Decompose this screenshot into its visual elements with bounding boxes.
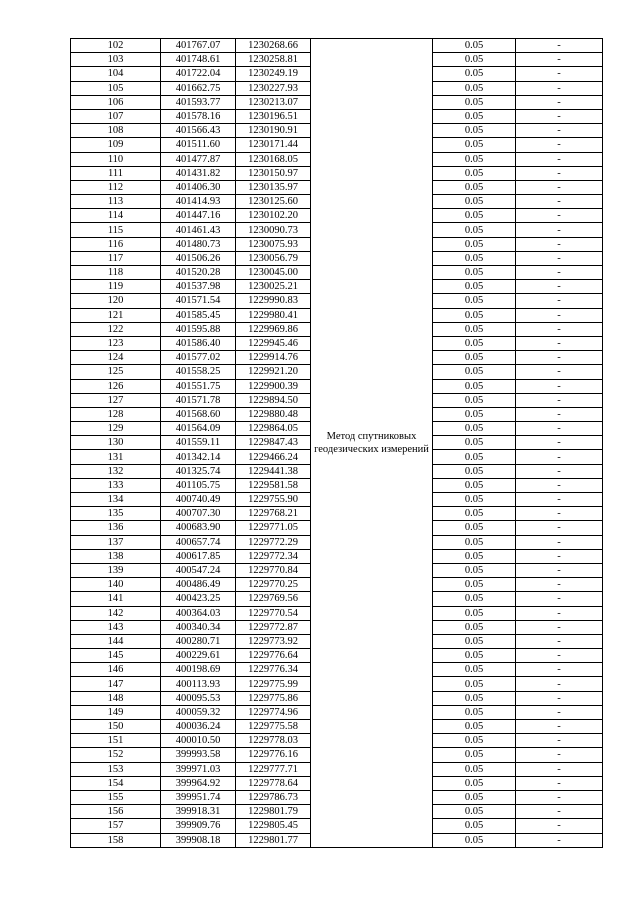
- coordinates-table: [70, 38, 603, 848]
- x-coordinate-cell: 401564.09: [161, 422, 236, 436]
- note-cell: -: [516, 436, 603, 450]
- note-cell: -: [516, 450, 603, 464]
- x-coordinate-cell: 400036.24: [161, 720, 236, 734]
- accuracy-cell: 0.05: [433, 620, 516, 634]
- note-cell: -: [516, 237, 603, 251]
- point-number-cell: 123: [71, 336, 161, 350]
- accuracy-cell: 0.05: [433, 776, 516, 790]
- note-cell: -: [516, 649, 603, 663]
- coordinates-table-body: [71, 39, 603, 848]
- point-number-cell: 158: [71, 833, 161, 847]
- accuracy-cell: 0.05: [433, 521, 516, 535]
- x-coordinate-cell: 400683.90: [161, 521, 236, 535]
- y-coordinate-cell: 1230135.97: [236, 180, 311, 194]
- point-number-cell: 109: [71, 138, 161, 152]
- point-number-cell: 115: [71, 223, 161, 237]
- point-number-cell: 149: [71, 705, 161, 719]
- note-cell: -: [516, 507, 603, 521]
- note-cell: -: [516, 833, 603, 847]
- note-cell: -: [516, 677, 603, 691]
- accuracy-cell: 0.05: [433, 535, 516, 549]
- note-cell: -: [516, 81, 603, 95]
- method-cell: Метод спутниковых геодезических измерений: [311, 39, 433, 848]
- y-coordinate-cell: 1229771.05: [236, 521, 311, 535]
- y-coordinate-cell: 1229770.84: [236, 563, 311, 577]
- y-coordinate-cell: 1229921.20: [236, 365, 311, 379]
- x-coordinate-cell: 400740.49: [161, 493, 236, 507]
- accuracy-cell: 0.05: [433, 266, 516, 280]
- accuracy-cell: 0.05: [433, 294, 516, 308]
- y-coordinate-cell: 1229894.50: [236, 393, 311, 407]
- point-number-cell: 119: [71, 280, 161, 294]
- x-coordinate-cell: 401566.43: [161, 124, 236, 138]
- x-coordinate-cell: 401577.02: [161, 351, 236, 365]
- accuracy-cell: 0.05: [433, 649, 516, 663]
- accuracy-cell: 0.05: [433, 833, 516, 847]
- y-coordinate-cell: 1229990.83: [236, 294, 311, 308]
- y-coordinate-cell: 1229778.64: [236, 776, 311, 790]
- x-coordinate-cell: 401748.61: [161, 53, 236, 67]
- accuracy-cell: 0.05: [433, 450, 516, 464]
- accuracy-cell: 0.05: [433, 365, 516, 379]
- accuracy-cell: 0.05: [433, 634, 516, 648]
- accuracy-cell: 0.05: [433, 95, 516, 109]
- note-cell: -: [516, 407, 603, 421]
- accuracy-cell: 0.05: [433, 251, 516, 265]
- note-cell: -: [516, 521, 603, 535]
- point-number-cell: 128: [71, 407, 161, 421]
- point-number-cell: 154: [71, 776, 161, 790]
- x-coordinate-cell: 399951.74: [161, 790, 236, 804]
- point-number-cell: 152: [71, 748, 161, 762]
- accuracy-cell: 0.05: [433, 124, 516, 138]
- note-cell: -: [516, 705, 603, 719]
- y-coordinate-cell: 1229466.24: [236, 450, 311, 464]
- y-coordinate-cell: 1230227.93: [236, 81, 311, 95]
- y-coordinate-cell: 1230168.05: [236, 152, 311, 166]
- note-cell: -: [516, 663, 603, 677]
- note-cell: -: [516, 805, 603, 819]
- point-number-cell: 156: [71, 805, 161, 819]
- accuracy-cell: 0.05: [433, 308, 516, 322]
- x-coordinate-cell: 401767.07: [161, 39, 236, 53]
- y-coordinate-cell: 1229772.34: [236, 549, 311, 563]
- x-coordinate-cell: 400198.69: [161, 663, 236, 677]
- y-coordinate-cell: 1230268.66: [236, 39, 311, 53]
- x-coordinate-cell: 401431.82: [161, 166, 236, 180]
- accuracy-cell: 0.05: [433, 663, 516, 677]
- accuracy-cell: 0.05: [433, 379, 516, 393]
- y-coordinate-cell: 1229777.71: [236, 762, 311, 776]
- point-number-cell: 155: [71, 790, 161, 804]
- point-number-cell: 148: [71, 691, 161, 705]
- accuracy-cell: 0.05: [433, 705, 516, 719]
- accuracy-cell: 0.05: [433, 436, 516, 450]
- accuracy-cell: 0.05: [433, 237, 516, 251]
- y-coordinate-cell: 1229581.58: [236, 478, 311, 492]
- accuracy-cell: 0.05: [433, 578, 516, 592]
- x-coordinate-cell: 399918.31: [161, 805, 236, 819]
- x-coordinate-cell: 401506.26: [161, 251, 236, 265]
- note-cell: -: [516, 336, 603, 350]
- note-cell: -: [516, 620, 603, 634]
- x-coordinate-cell: 399993.58: [161, 748, 236, 762]
- point-number-cell: 112: [71, 180, 161, 194]
- point-number-cell: 143: [71, 620, 161, 634]
- accuracy-cell: 0.05: [433, 67, 516, 81]
- note-cell: -: [516, 124, 603, 138]
- note-cell: -: [516, 209, 603, 223]
- note-cell: -: [516, 266, 603, 280]
- y-coordinate-cell: 1229776.16: [236, 748, 311, 762]
- y-coordinate-cell: 1229772.87: [236, 620, 311, 634]
- y-coordinate-cell: 1229880.48: [236, 407, 311, 421]
- x-coordinate-cell: 401105.75: [161, 478, 236, 492]
- point-number-cell: 145: [71, 649, 161, 663]
- note-cell: -: [516, 95, 603, 109]
- x-coordinate-cell: 401325.74: [161, 464, 236, 478]
- point-number-cell: 136: [71, 521, 161, 535]
- y-coordinate-cell: 1230025.21: [236, 280, 311, 294]
- point-number-cell: 102: [71, 39, 161, 53]
- accuracy-cell: 0.05: [433, 734, 516, 748]
- point-number-cell: 151: [71, 734, 161, 748]
- note-cell: -: [516, 365, 603, 379]
- point-number-cell: 131: [71, 450, 161, 464]
- point-number-cell: 133: [71, 478, 161, 492]
- y-coordinate-cell: 1229801.79: [236, 805, 311, 819]
- y-coordinate-cell: 1229786.73: [236, 790, 311, 804]
- y-coordinate-cell: 1230125.60: [236, 195, 311, 209]
- note-cell: -: [516, 280, 603, 294]
- point-number-cell: 121: [71, 308, 161, 322]
- point-number-cell: 118: [71, 266, 161, 280]
- x-coordinate-cell: 401571.54: [161, 294, 236, 308]
- x-coordinate-cell: 400486.49: [161, 578, 236, 592]
- accuracy-cell: 0.05: [433, 195, 516, 209]
- note-cell: -: [516, 195, 603, 209]
- point-number-cell: 105: [71, 81, 161, 95]
- note-cell: -: [516, 308, 603, 322]
- note-cell: -: [516, 322, 603, 336]
- x-coordinate-cell: 400059.32: [161, 705, 236, 719]
- point-number-cell: 110: [71, 152, 161, 166]
- point-number-cell: 146: [71, 663, 161, 677]
- accuracy-cell: 0.05: [433, 720, 516, 734]
- y-coordinate-cell: 1229773.92: [236, 634, 311, 648]
- x-coordinate-cell: 399908.18: [161, 833, 236, 847]
- point-number-cell: 138: [71, 549, 161, 563]
- note-cell: -: [516, 734, 603, 748]
- x-coordinate-cell: 400364.03: [161, 606, 236, 620]
- y-coordinate-cell: 1230171.44: [236, 138, 311, 152]
- note-cell: -: [516, 535, 603, 549]
- x-coordinate-cell: 400095.53: [161, 691, 236, 705]
- x-coordinate-cell: 401558.25: [161, 365, 236, 379]
- x-coordinate-cell: 401511.60: [161, 138, 236, 152]
- point-number-cell: 124: [71, 351, 161, 365]
- x-coordinate-cell: 400617.85: [161, 549, 236, 563]
- note-cell: -: [516, 478, 603, 492]
- point-number-cell: 129: [71, 422, 161, 436]
- note-cell: -: [516, 223, 603, 237]
- accuracy-cell: 0.05: [433, 464, 516, 478]
- accuracy-cell: 0.05: [433, 422, 516, 436]
- y-coordinate-cell: 1229778.03: [236, 734, 311, 748]
- accuracy-cell: 0.05: [433, 180, 516, 194]
- accuracy-cell: 0.05: [433, 166, 516, 180]
- point-number-cell: 127: [71, 393, 161, 407]
- accuracy-cell: 0.05: [433, 677, 516, 691]
- note-cell: -: [516, 762, 603, 776]
- y-coordinate-cell: 1229768.21: [236, 507, 311, 521]
- y-coordinate-cell: 1230090.73: [236, 223, 311, 237]
- accuracy-cell: 0.05: [433, 407, 516, 421]
- x-coordinate-cell: 399909.76: [161, 819, 236, 833]
- accuracy-cell: 0.05: [433, 336, 516, 350]
- accuracy-cell: 0.05: [433, 393, 516, 407]
- accuracy-cell: 0.05: [433, 549, 516, 563]
- accuracy-cell: 0.05: [433, 209, 516, 223]
- note-cell: -: [516, 549, 603, 563]
- accuracy-cell: 0.05: [433, 691, 516, 705]
- table-row: [71, 39, 603, 53]
- y-coordinate-cell: 1229914.76: [236, 351, 311, 365]
- point-number-cell: 126: [71, 379, 161, 393]
- note-cell: -: [516, 393, 603, 407]
- accuracy-cell: 0.05: [433, 606, 516, 620]
- y-coordinate-cell: 1229770.25: [236, 578, 311, 592]
- y-coordinate-cell: 1229980.41: [236, 308, 311, 322]
- y-coordinate-cell: 1229776.64: [236, 649, 311, 663]
- note-cell: -: [516, 464, 603, 478]
- x-coordinate-cell: 401342.14: [161, 450, 236, 464]
- accuracy-cell: 0.05: [433, 748, 516, 762]
- note-cell: -: [516, 422, 603, 436]
- x-coordinate-cell: 401586.40: [161, 336, 236, 350]
- note-cell: -: [516, 379, 603, 393]
- point-number-cell: 139: [71, 563, 161, 577]
- note-cell: -: [516, 578, 603, 592]
- y-coordinate-cell: 1229774.96: [236, 705, 311, 719]
- accuracy-cell: 0.05: [433, 223, 516, 237]
- point-number-cell: 125: [71, 365, 161, 379]
- point-number-cell: 153: [71, 762, 161, 776]
- x-coordinate-cell: 401595.88: [161, 322, 236, 336]
- note-cell: -: [516, 166, 603, 180]
- y-coordinate-cell: 1230196.51: [236, 109, 311, 123]
- y-coordinate-cell: 1229805.45: [236, 819, 311, 833]
- accuracy-cell: 0.05: [433, 280, 516, 294]
- note-cell: -: [516, 563, 603, 577]
- x-coordinate-cell: 401461.43: [161, 223, 236, 237]
- note-cell: -: [516, 67, 603, 81]
- point-number-cell: 120: [71, 294, 161, 308]
- x-coordinate-cell: 401585.45: [161, 308, 236, 322]
- accuracy-cell: 0.05: [433, 322, 516, 336]
- note-cell: -: [516, 180, 603, 194]
- accuracy-cell: 0.05: [433, 819, 516, 833]
- point-number-cell: 144: [71, 634, 161, 648]
- note-cell: -: [516, 53, 603, 67]
- accuracy-cell: 0.05: [433, 152, 516, 166]
- note-cell: -: [516, 351, 603, 365]
- x-coordinate-cell: 400657.74: [161, 535, 236, 549]
- y-coordinate-cell: 1229969.86: [236, 322, 311, 336]
- point-number-cell: 113: [71, 195, 161, 209]
- point-number-cell: 106: [71, 95, 161, 109]
- accuracy-cell: 0.05: [433, 790, 516, 804]
- note-cell: -: [516, 691, 603, 705]
- x-coordinate-cell: 401480.73: [161, 237, 236, 251]
- accuracy-cell: 0.05: [433, 592, 516, 606]
- y-coordinate-cell: 1230102.20: [236, 209, 311, 223]
- point-number-cell: 108: [71, 124, 161, 138]
- note-cell: -: [516, 138, 603, 152]
- note-cell: -: [516, 493, 603, 507]
- x-coordinate-cell: 401477.87: [161, 152, 236, 166]
- y-coordinate-cell: 1229900.39: [236, 379, 311, 393]
- y-coordinate-cell: 1229945.46: [236, 336, 311, 350]
- note-cell: -: [516, 776, 603, 790]
- note-cell: -: [516, 152, 603, 166]
- x-coordinate-cell: 401520.28: [161, 266, 236, 280]
- y-coordinate-cell: 1230075.93: [236, 237, 311, 251]
- x-coordinate-cell: 400707.30: [161, 507, 236, 521]
- y-coordinate-cell: 1229441.38: [236, 464, 311, 478]
- accuracy-cell: 0.05: [433, 109, 516, 123]
- x-coordinate-cell: 401551.75: [161, 379, 236, 393]
- point-number-cell: 117: [71, 251, 161, 265]
- accuracy-cell: 0.05: [433, 478, 516, 492]
- y-coordinate-cell: 1229864.05: [236, 422, 311, 436]
- note-cell: -: [516, 109, 603, 123]
- point-number-cell: 157: [71, 819, 161, 833]
- y-coordinate-cell: 1229775.58: [236, 720, 311, 734]
- y-coordinate-cell: 1229847.43: [236, 436, 311, 450]
- note-cell: -: [516, 748, 603, 762]
- x-coordinate-cell: 401559.11: [161, 436, 236, 450]
- point-number-cell: 137: [71, 535, 161, 549]
- x-coordinate-cell: 399971.03: [161, 762, 236, 776]
- y-coordinate-cell: 1230190.91: [236, 124, 311, 138]
- x-coordinate-cell: 401578.16: [161, 109, 236, 123]
- note-cell: -: [516, 251, 603, 265]
- accuracy-cell: 0.05: [433, 563, 516, 577]
- accuracy-cell: 0.05: [433, 351, 516, 365]
- x-coordinate-cell: 400423.25: [161, 592, 236, 606]
- accuracy-cell: 0.05: [433, 53, 516, 67]
- note-cell: -: [516, 294, 603, 308]
- y-coordinate-cell: 1229775.99: [236, 677, 311, 691]
- x-coordinate-cell: 401571.78: [161, 393, 236, 407]
- accuracy-cell: 0.05: [433, 493, 516, 507]
- x-coordinate-cell: 400113.93: [161, 677, 236, 691]
- x-coordinate-cell: 401722.04: [161, 67, 236, 81]
- point-number-cell: 114: [71, 209, 161, 223]
- y-coordinate-cell: 1229776.34: [236, 663, 311, 677]
- note-cell: -: [516, 790, 603, 804]
- y-coordinate-cell: 1230056.79: [236, 251, 311, 265]
- x-coordinate-cell: 400340.34: [161, 620, 236, 634]
- y-coordinate-cell: 1230258.81: [236, 53, 311, 67]
- x-coordinate-cell: 401406.30: [161, 180, 236, 194]
- x-coordinate-cell: 399964.92: [161, 776, 236, 790]
- x-coordinate-cell: 400280.71: [161, 634, 236, 648]
- point-number-cell: 116: [71, 237, 161, 251]
- x-coordinate-cell: 400010.50: [161, 734, 236, 748]
- point-number-cell: 140: [71, 578, 161, 592]
- x-coordinate-cell: 401662.75: [161, 81, 236, 95]
- x-coordinate-cell: 400547.24: [161, 563, 236, 577]
- x-coordinate-cell: 401447.16: [161, 209, 236, 223]
- y-coordinate-cell: 1230213.07: [236, 95, 311, 109]
- note-cell: -: [516, 634, 603, 648]
- accuracy-cell: 0.05: [433, 762, 516, 776]
- point-number-cell: 135: [71, 507, 161, 521]
- x-coordinate-cell: 400229.61: [161, 649, 236, 663]
- accuracy-cell: 0.05: [433, 507, 516, 521]
- note-cell: -: [516, 720, 603, 734]
- y-coordinate-cell: 1230249.19: [236, 67, 311, 81]
- point-number-cell: 150: [71, 720, 161, 734]
- x-coordinate-cell: 401414.93: [161, 195, 236, 209]
- x-coordinate-cell: 401568.60: [161, 407, 236, 421]
- note-cell: -: [516, 606, 603, 620]
- x-coordinate-cell: 401593.77: [161, 95, 236, 109]
- y-coordinate-cell: 1229769.56: [236, 592, 311, 606]
- y-coordinate-cell: 1229770.54: [236, 606, 311, 620]
- accuracy-cell: 0.05: [433, 81, 516, 95]
- point-number-cell: 147: [71, 677, 161, 691]
- y-coordinate-cell: 1229801.77: [236, 833, 311, 847]
- note-cell: -: [516, 592, 603, 606]
- point-number-cell: 130: [71, 436, 161, 450]
- accuracy-cell: 0.05: [433, 39, 516, 53]
- accuracy-cell: 0.05: [433, 805, 516, 819]
- point-number-cell: 141: [71, 592, 161, 606]
- point-number-cell: 132: [71, 464, 161, 478]
- point-number-cell: 122: [71, 322, 161, 336]
- point-number-cell: 107: [71, 109, 161, 123]
- x-coordinate-cell: 401537.98: [161, 280, 236, 294]
- point-number-cell: 142: [71, 606, 161, 620]
- y-coordinate-cell: 1230045.00: [236, 266, 311, 280]
- accuracy-cell: 0.05: [433, 138, 516, 152]
- point-number-cell: 103: [71, 53, 161, 67]
- y-coordinate-cell: 1230150.97: [236, 166, 311, 180]
- y-coordinate-cell: 1229772.29: [236, 535, 311, 549]
- point-number-cell: 134: [71, 493, 161, 507]
- point-number-cell: 104: [71, 67, 161, 81]
- y-coordinate-cell: 1229775.86: [236, 691, 311, 705]
- note-cell: -: [516, 39, 603, 53]
- point-number-cell: 111: [71, 166, 161, 180]
- y-coordinate-cell: 1229755.90: [236, 493, 311, 507]
- note-cell: -: [516, 819, 603, 833]
